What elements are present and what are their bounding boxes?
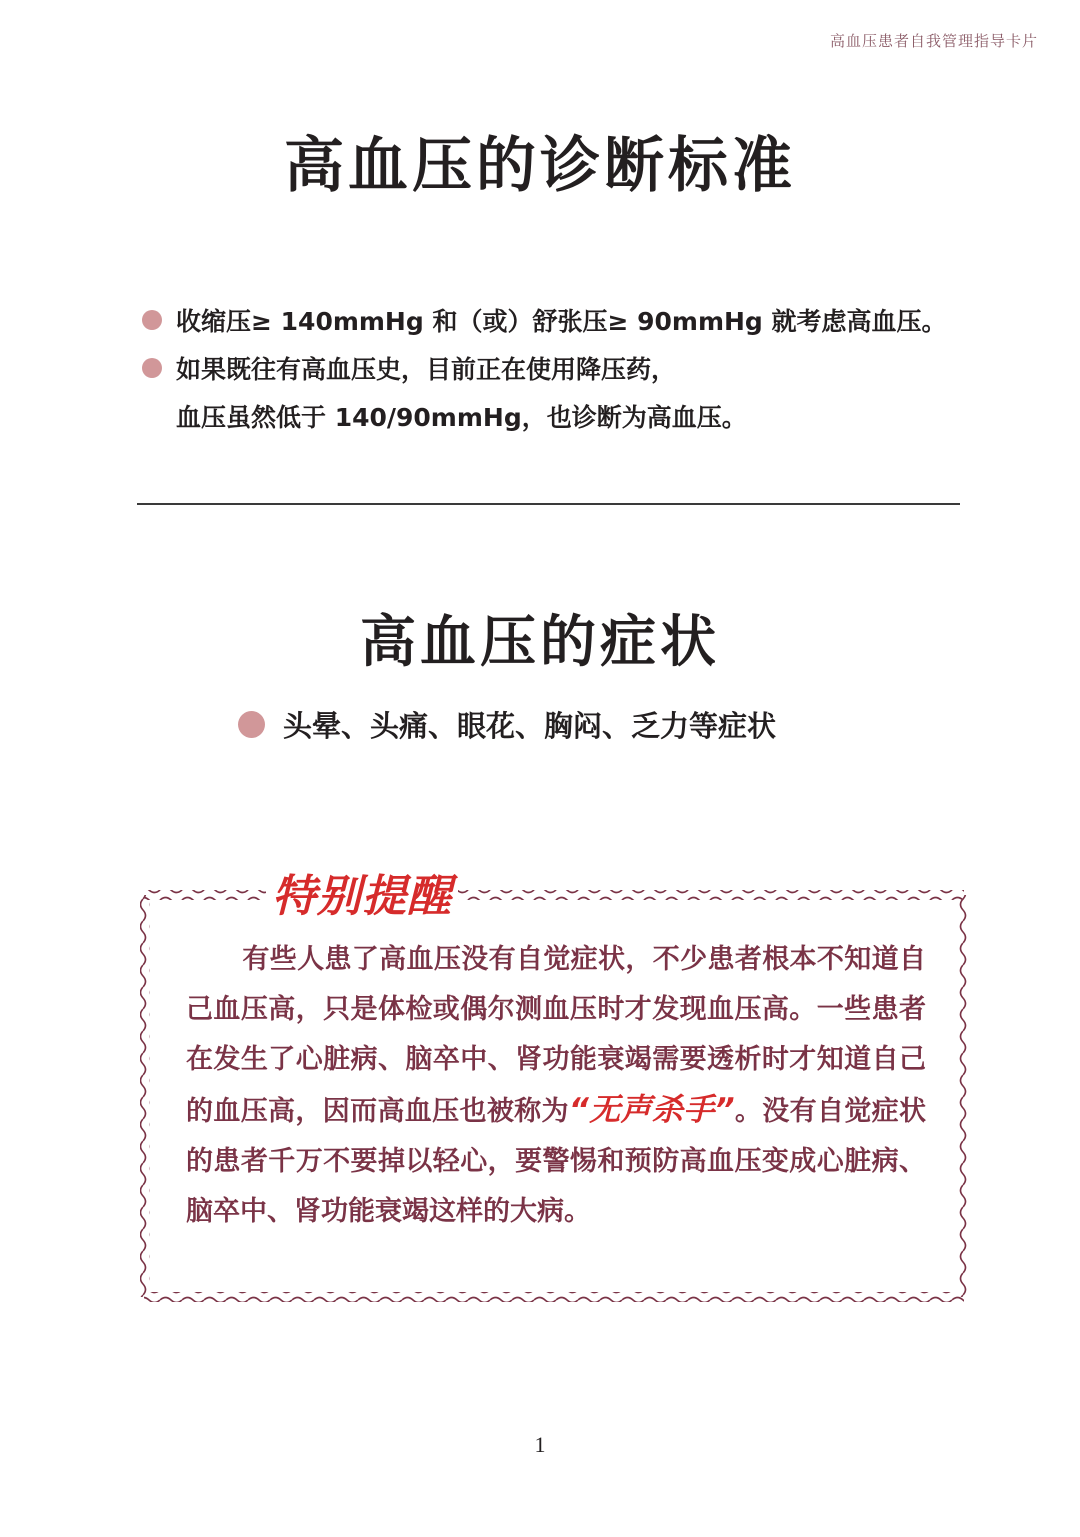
criteria-item-2-continued [142,392,1022,440]
criteria-item-1 [142,296,1022,344]
diagnosis-criteria-list [142,296,1022,440]
symptoms-title: 高血压的症状 [360,610,720,675]
reminder-title: 特别提醒 [266,860,458,924]
criteria-item-2 [142,344,1022,392]
reminder-text-before: 有些人患了高血压没有自觉症状，不少患者根本不知道自己血压高，只是体检或偶尔测血压时才发现血压高。一些患者在发生了心脏病、脑卒中、肾功能衰竭需要透析时才知道自己的血压高，因而高血压也被称为 [186,944,926,1127]
page-number: 1 [534,1432,546,1457]
running-header: 高血压患者自我管理指导卡片 [829,32,1038,50]
criteria-text: 如果既往有高血压史，目前正在使用降压药， [176,355,677,384]
reminder-text-after: 。没有自觉症状的患者千万不要掉以轻心，要警惕和预防高血压变成心脏病、脑卒中、肾功能衰竭这样的大病。 [186,1096,927,1227]
criteria-text: 收缩压≥ 140mmHg 和（或）舒张压≥ 90mmHg 就考虑高血压。 [176,307,947,336]
section-divider [137,503,960,505]
symptoms-text: 头晕、头痛、眼花、胸闷、乏力等症状 [283,709,777,743]
bullet-dot-icon [142,358,162,378]
bullet-dot-icon [238,711,265,738]
criteria-text: 血压虽然低于 140/90mmHg，也诊断为高血压。 [176,403,747,432]
symptoms-item [238,704,776,745]
reminder-emphasis: “无声杀手” [568,1092,735,1128]
reminder-body [186,935,926,1237]
diagnosis-title: 高血压的诊断标准 [284,131,796,201]
bullet-dot-icon [142,310,162,330]
